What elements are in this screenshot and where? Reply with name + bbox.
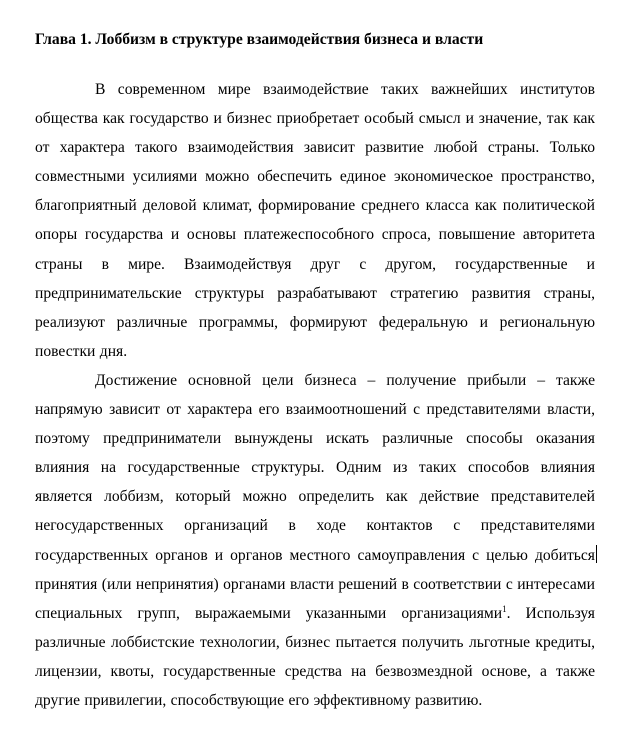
chapter-heading: Глава 1. Лоббизм в структуре взаимодействия бизнеса и власти <box>35 31 484 48</box>
paragraph-1: В современном мире взаимодействие таких важнейших институтов общества как государство и бизнес приобретает особый смысл и значение, так как от характера такого взаимодействия зависит развитие любой страны. Только совместными усилиями можно обеспечить единое экономическое пространство, благоприятный деловой климат, формирование среднего класса как политической опоры государства и основы платежеспособного спроса, повышение авторитета страны в мире. Взаимодействуя друг с другом, государственные и предпринимательские структуры разрабатывают стратегию развития страны, реализуют различные программы, формируют федеральную и региональную повестки дня. <box>35 81 595 360</box>
paragraph-2 <box>35 366 595 715</box>
paragraph-2-text-end: . Используя различные лоббистские технологии, бизнес пытается получить льготные кредиты, лицензии, квоты, государственные средства на безвозмездной основе, а также другие привилегии, способствующие его эффективному развитию. <box>35 604 595 710</box>
paragraph-2-text-start: Достижение основной цели бизнеса – получение прибыли – также напрямую зависит от характера его взаимоотношений с представителями власти, поэтому предприниматели вынуждены искать различные способы оказания влияния на государственные структуры. Одним из таких способов влияния является лоббизм, который можно определить как действие представителей негосударственных организаций в ходе контактов с представителями государственных органов и органов местного самоуправления с целью добиться принятия (или непринятия) органами власти решений в соответствии с интересами специальных групп, выражаемыми указанными организациями <box>35 372 595 622</box>
text-cursor <box>596 545 597 563</box>
footnote-reference[interactable]: 1 <box>502 603 507 614</box>
